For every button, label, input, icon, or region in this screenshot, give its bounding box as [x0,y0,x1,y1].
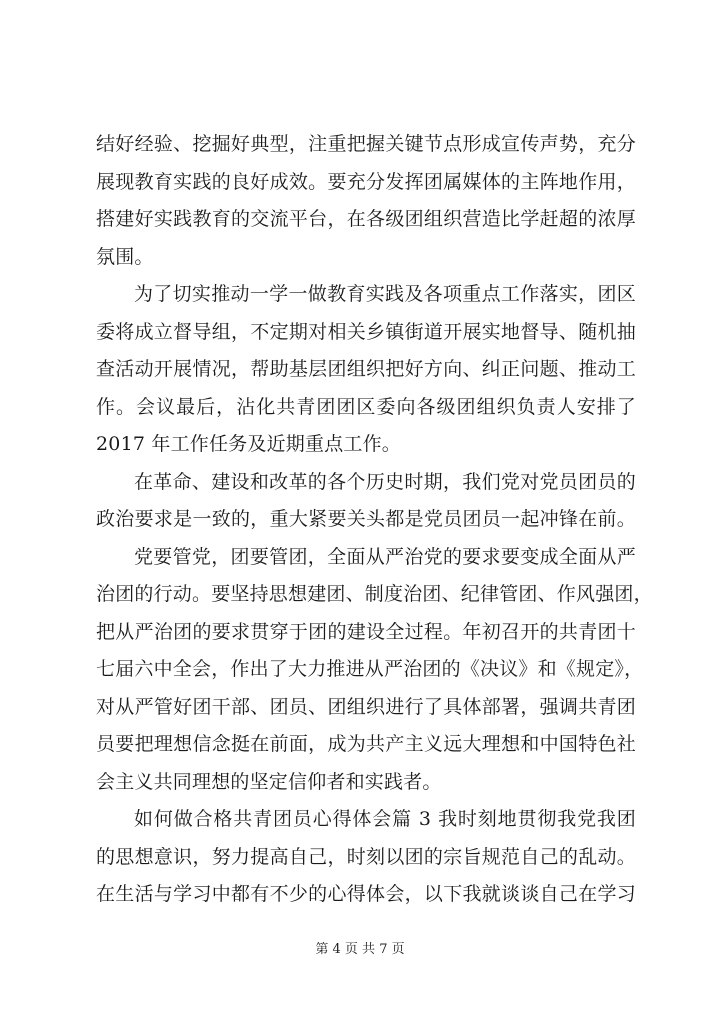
text-line: 查活动开展情况，帮助基层团组织把好方向、纠正问题、推动工 [96,358,636,380]
text-line: 结好经验、挖掘好典型，注重把握关键节点形成宣传声势，充分 [96,133,636,155]
text-line: 搭建好实践教育的交流平台，在各级团组织营造比学赶超的浓厚 [96,208,636,230]
text-line: 政治要求是一致的，重大紧要关头都是党员团员一起冲锋在前。 [96,508,636,530]
text-line: 作。会议最后，沾化共青团团区委向各级团组织负责人安排了 [96,395,636,418]
text-line: 在生活与学习中都有不少的心得体会，以下我就谈谈自己在学习 [96,883,636,905]
text-line: 党要管党，团要管团，全面从严治党的要求要变成全面从严 [134,545,636,568]
text-line: 2017 年工作任务及近期重点工作。 [96,433,401,455]
text-line: 七届六中全会，作出了大力推进从严治团的《决议》和《规定》， [96,658,644,680]
text-line: 会主义共同理想的坚定信仰者和实践者。 [96,770,442,793]
text-line: 治团的行动。要坚持思想建团、制度治团、纪律管团、作风强团， [96,583,653,605]
text-line: 委将成立督导组，不定期对相关乡镇街道开展实地督导、随机抽 [96,320,636,343]
text-line: 员要把理想信念挺在前面，成为共产主义远大理想和中国特色社 [96,733,636,755]
text-line: 氛围。 [96,245,154,268]
page-number-footer: 第 4 页 共 7 页 [315,942,405,957]
text-line: 在革命、建设和改革的各个历史时期，我们党对党员团员的 [134,470,636,493]
text-line: 为了切实推动一学一做教育实践及各项重点工作落实，团区 [134,283,636,305]
text-line: 的思想意识，努力提高自己，时刻以团的宗旨规范自己的乱动。 [96,845,636,868]
text-line: 对从严管好团干部、团员、团组织进行了具体部署，强调共青团 [96,695,636,718]
text-line: 展现教育实践的良好成效。要充分发挥团属媒体的主阵地作用， [96,170,636,193]
text-line: 如何做合格共青团员心得体会篇 3 我时刻地贯彻我党我团 [134,808,636,830]
body-text [96,126,653,914]
text-line: 把从严治团的要求贯穿于团的建设全过程。年初召开的共青团十 [96,620,636,643]
